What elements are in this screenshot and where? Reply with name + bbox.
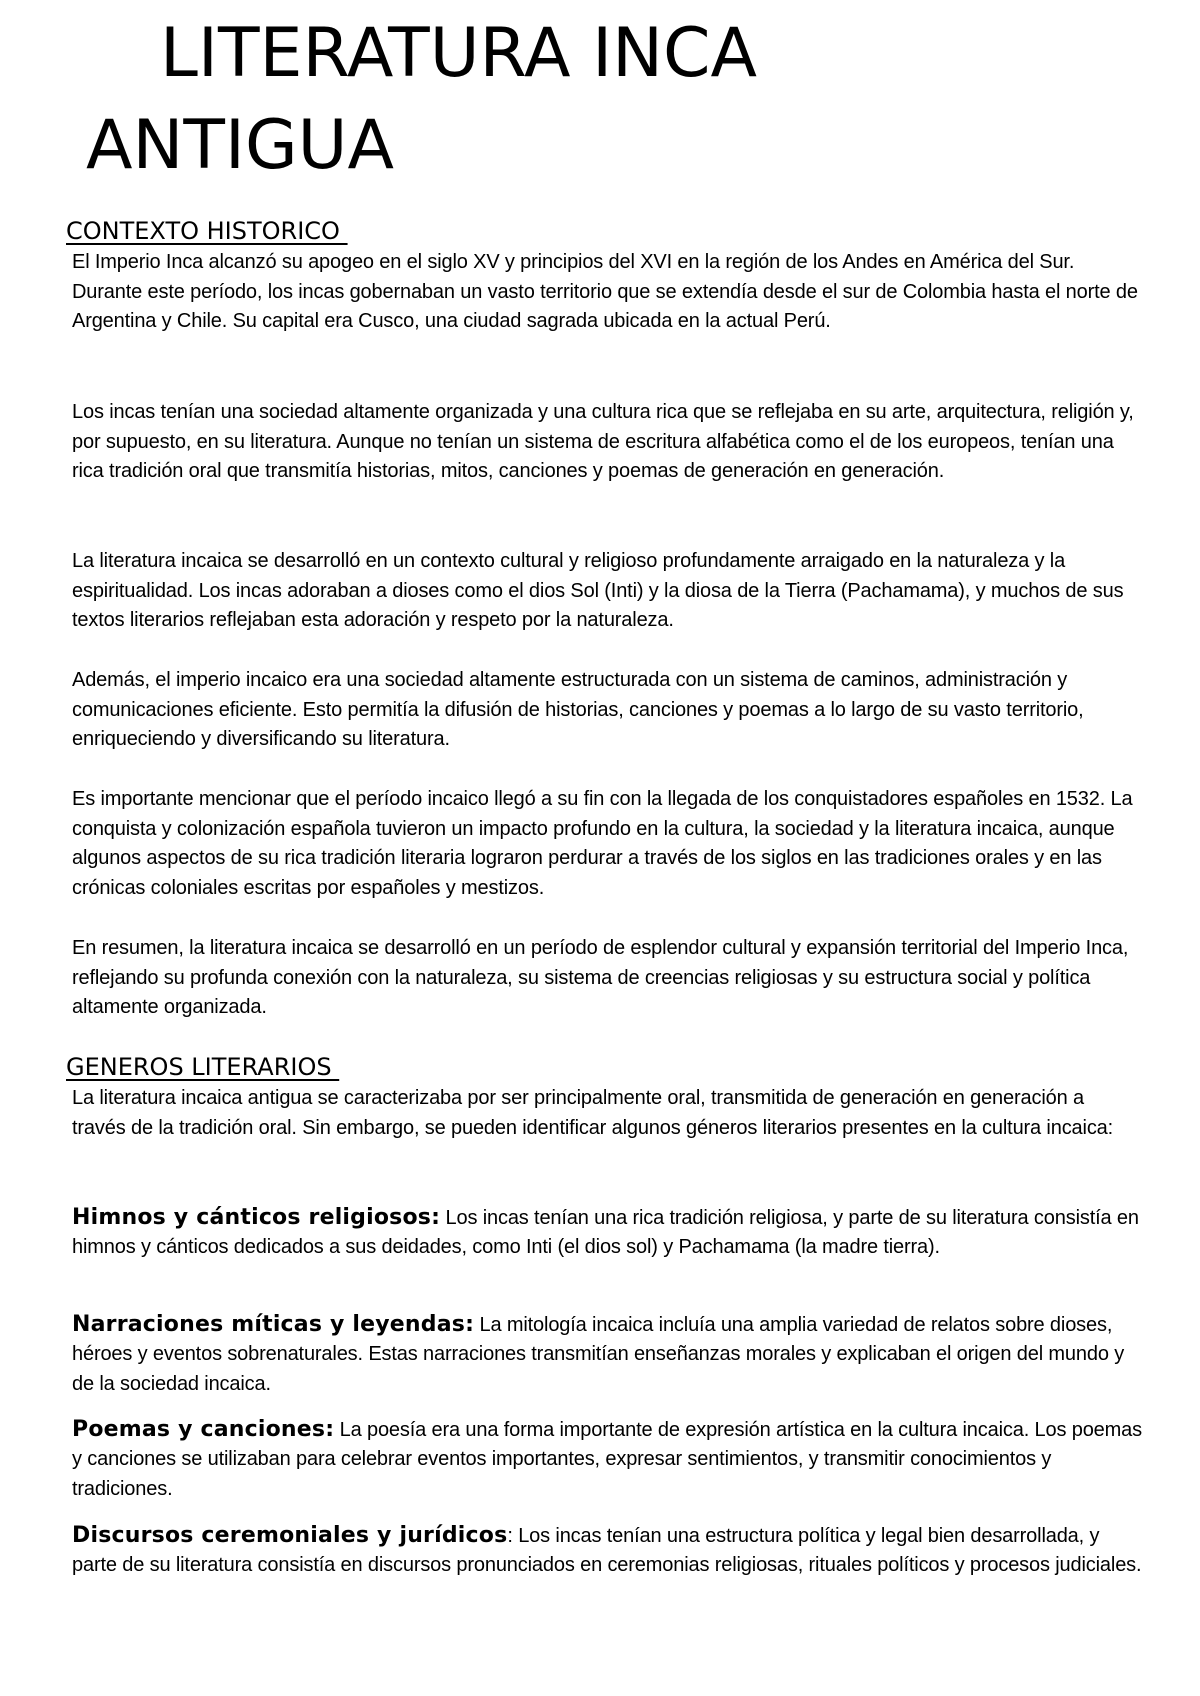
document-title-line-1: LITERATURA INCA — [160, 14, 758, 93]
genre-description: La mitología incaica incluía una amplia variedad de relatos sobre dioses, héroes y eventos sobrenaturales. Estas narraciones transmitían enseñanzas morales y explicaban el origen del mundo y de la sociedad incaica. — [72, 1314, 1125, 1395]
genre-description: : Los incas tenían una estructura política y legal bien desarrollada, y parte de su literatura consistía en discursos pronunciados en ceremonias religiosas, rituales políticos y procesos judiciales. — [72, 1525, 1142, 1577]
section-heading-contexto-historico: CONTEXTO HISTORICO — [66, 217, 348, 245]
paragraph: Además, el imperio incaico era una sociedad altamente estructurada con un sistema de caminos, administración y comunicaciones eficiente. Esto permitía la difusión de historias, canciones y poemas a lo largo de su vasto territorio, enriqueciendo y diversificando su literatura. — [72, 669, 1084, 751]
paragraph: Es importante mencionar que el período incaico llegó a su fin con la llegada de los conquistadores españoles en 1532. La conquista y colonización española tuvieron un impacto profundo en la cultura, la sociedad y la literatura incaica, aunque algunos aspectos de su rica tradición literaria lograron perdurar a través de los siglos en las tradiciones orales y en las crónicas coloniales escritas por españoles y mestizos. — [72, 788, 1133, 899]
genre-description: Los incas tenían una rica tradición religiosa, y parte de su literatura consistía en himnos y cánticos dedicados a sus deidades, como Inti (el dios sol) y Pachamama (la madre tierra). — [72, 1207, 1139, 1259]
paragraph: Los incas tenían una sociedad altamente organizada y una cultura rica que se reflejaba en su arte, arquitectura, religión y, por supuesto, en su literatura. Aunque no tenían un sistema de escritura alfabética como el de los europeos, tenían una rica tradición oral que transmitía historias, mitos, canciones y poemas de generación en generación. — [72, 401, 1134, 483]
genres-intro-paragraph: La literatura incaica antigua se caracterizaba por ser principalmente oral, transmitida de generación en generación a través de la tradición oral. Sin embargo, se pueden identificar algunos géneros literarios presentes en la cultura incaica: — [72, 1087, 1114, 1139]
genre-item-himnos — [72, 1203, 1142, 1263]
paragraph: La literatura incaica se desarrolló en un contexto cultural y religioso profundamente arraigado en la naturaleza y la espiritualidad. Los incas adoraban a dioses como el dios Sol (Inti) y la diosa de la Tierra (Pachamama), y muchos de sus textos literarios reflejaban esta adoración y respeto por la naturaleza. — [72, 550, 1124, 632]
genre-term: Himnos y cánticos religiosos: — [72, 1205, 441, 1230]
genre-item-poemas — [72, 1415, 1142, 1504]
genre-term: Discursos ceremoniales y jurídicos — [72, 1523, 508, 1548]
document-title-line-2: ANTIGUA — [86, 106, 394, 185]
genre-term: Narraciones míticas y leyendas: — [72, 1312, 475, 1337]
genre-term: Poemas y canciones: — [72, 1417, 335, 1442]
genre-description: La poesía era una forma importante de expresión artística en la cultura incaica. Los poemas y canciones se utilizaban para celebrar eventos importantes, expresar sentimientos, y transmitir conocimientos y tradiciones. — [72, 1419, 1142, 1500]
genre-item-discursos — [72, 1521, 1142, 1581]
section-heading-generos-literarios: GENEROS LITERARIOS — [66, 1053, 340, 1081]
genre-item-narraciones — [72, 1310, 1142, 1399]
paragraph: El Imperio Inca alcanzó su apogeo en el siglo XV y principios del XVI en la región de los Andes en América del Sur. Durante este período, los incas gobernaban un vasto territorio que se extendía desde el sur de Colombia hasta el norte de Argentina y Chile. Su capital era Cusco, una ciudad sagrada ubicada en la actual Perú. — [72, 251, 1138, 333]
paragraph: En resumen, la literatura incaica se desarrolló en un período de esplendor cultural y expansión territorial del Imperio Inca, reflejando su profunda conexión con la naturaleza, su sistema de creencias religiosas y su estructura social y política altamente organizada. — [72, 937, 1129, 1019]
